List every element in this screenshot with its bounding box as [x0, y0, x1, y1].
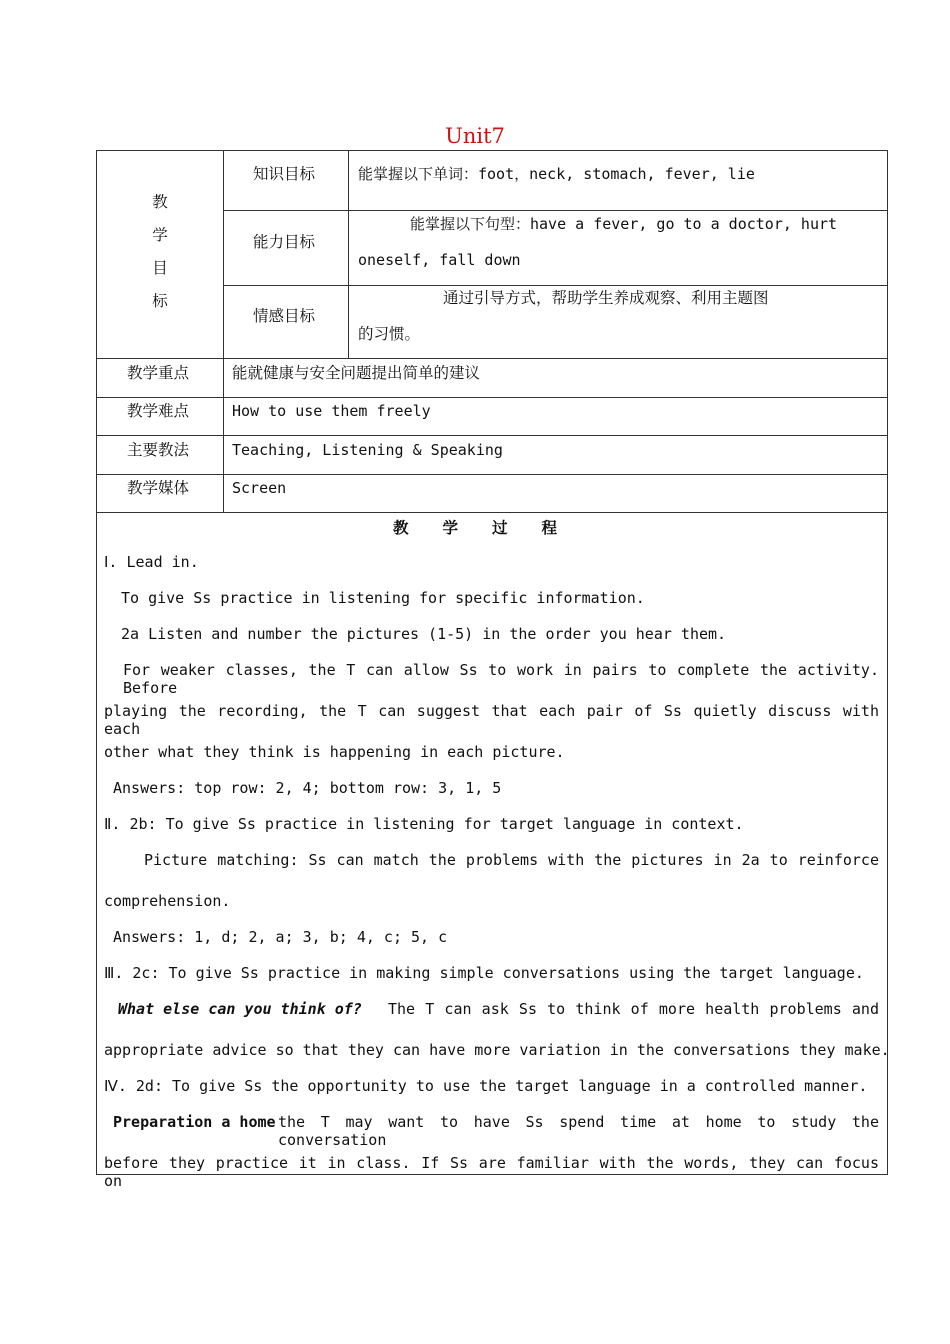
- knowledge-objective-label: 知识目标: [253, 165, 316, 183]
- difficulties-content: How to use them freely: [232, 402, 431, 420]
- section-4-emphasis: Preparation a home: [113, 1113, 276, 1131]
- emotional-objective-label: 情感目标: [253, 307, 316, 325]
- objectives-label-2: 学: [152, 226, 168, 244]
- objectives-label-4: 标: [152, 292, 168, 310]
- divider: [96, 474, 888, 475]
- methods-label: 主要教法: [127, 441, 190, 459]
- section-1-heading: Ⅰ. Lead in.: [104, 553, 199, 571]
- divider: [96, 397, 888, 398]
- section-1-answers: Answers: top row: 2, 4; bottom row: 3, 1, 5: [113, 779, 502, 797]
- page-title: Unit7: [445, 124, 505, 148]
- emotional-objective-line1: 通过引导方式，帮助学生养成观察、利用主题图: [443, 289, 769, 307]
- objectives-label-1: 教: [152, 193, 168, 211]
- divider: [96, 358, 888, 359]
- section-4-text: before they practice it in class. If Ss are familiar with the words, they can focus on: [104, 1154, 879, 1190]
- divider: [348, 150, 349, 358]
- section-3-heading: Ⅲ. 2c: To give Ss practice in making simple conversations using the target language.: [104, 964, 864, 982]
- objectives-label-3: 目: [152, 259, 168, 277]
- section-1-text: playing the recording, the T can suggest that each pair of Ss quietly discuss with each: [104, 702, 879, 738]
- divider: [223, 285, 888, 286]
- section-2-text: comprehension.: [104, 892, 231, 910]
- divider: [223, 150, 224, 512]
- process-heading: 教学过程: [392, 519, 591, 537]
- section-4-heading: Ⅳ. 2d: To give Ss the opportunity to use the target language in a controlled manner.: [104, 1077, 868, 1095]
- section-1-text: 2a Listen and number the pictures (1-5) in the order you hear them.: [121, 625, 727, 643]
- key-points-content: 能就健康与安全问题提出简单的建议: [232, 364, 481, 382]
- key-points-label: 教学重点: [127, 364, 190, 382]
- section-2-text: Picture matching: Ss can match the problems with the pictures in 2a to reinforce: [144, 851, 879, 869]
- divider: [96, 435, 888, 436]
- methods-content: Teaching, Listening & Speaking: [232, 441, 503, 459]
- divider: [223, 210, 888, 211]
- section-4-text: the T may want to have Ss spend time at home to study the conversation: [278, 1113, 879, 1149]
- section-2-heading: Ⅱ. 2b: To give Ss practice in listening for target language in context.: [104, 815, 744, 833]
- section-3-text: appropriate advice so that they can have more variation in the conversations they make.: [104, 1041, 890, 1059]
- section-3-emphasis: What else can you think of?: [118, 1000, 362, 1018]
- section-2-answers: Answers: 1, d; 2, a; 3, b; 4, c; 5, c: [113, 928, 448, 946]
- emotional-objective-line2: 的习惯。: [358, 325, 421, 343]
- section-1-text: other what they think is happening in each picture.: [104, 743, 565, 761]
- section-1-text: To give Ss practice in listening for specific information.: [121, 589, 645, 607]
- media-label: 教学媒体: [127, 479, 190, 497]
- section-1-text: For weaker classes, the T can allow Ss to work in pairs to complete the activity. Before: [123, 661, 879, 697]
- ability-objective-line1: 能掌握以下句型：have a fever, go to a doctor, hurt: [410, 215, 838, 233]
- knowledge-objective-content: 能掌握以下单词：foot，neck, stomach, fever, lie: [358, 165, 755, 183]
- ability-objective-line2: oneself, fall down: [358, 251, 521, 269]
- ability-objective-label: 能力目标: [253, 233, 316, 251]
- media-content: Screen: [232, 479, 287, 497]
- difficulties-label: 教学难点: [127, 402, 190, 420]
- section-3-text: The T can ask Ss to think of more health problems and: [388, 1000, 879, 1018]
- divider: [96, 512, 888, 513]
